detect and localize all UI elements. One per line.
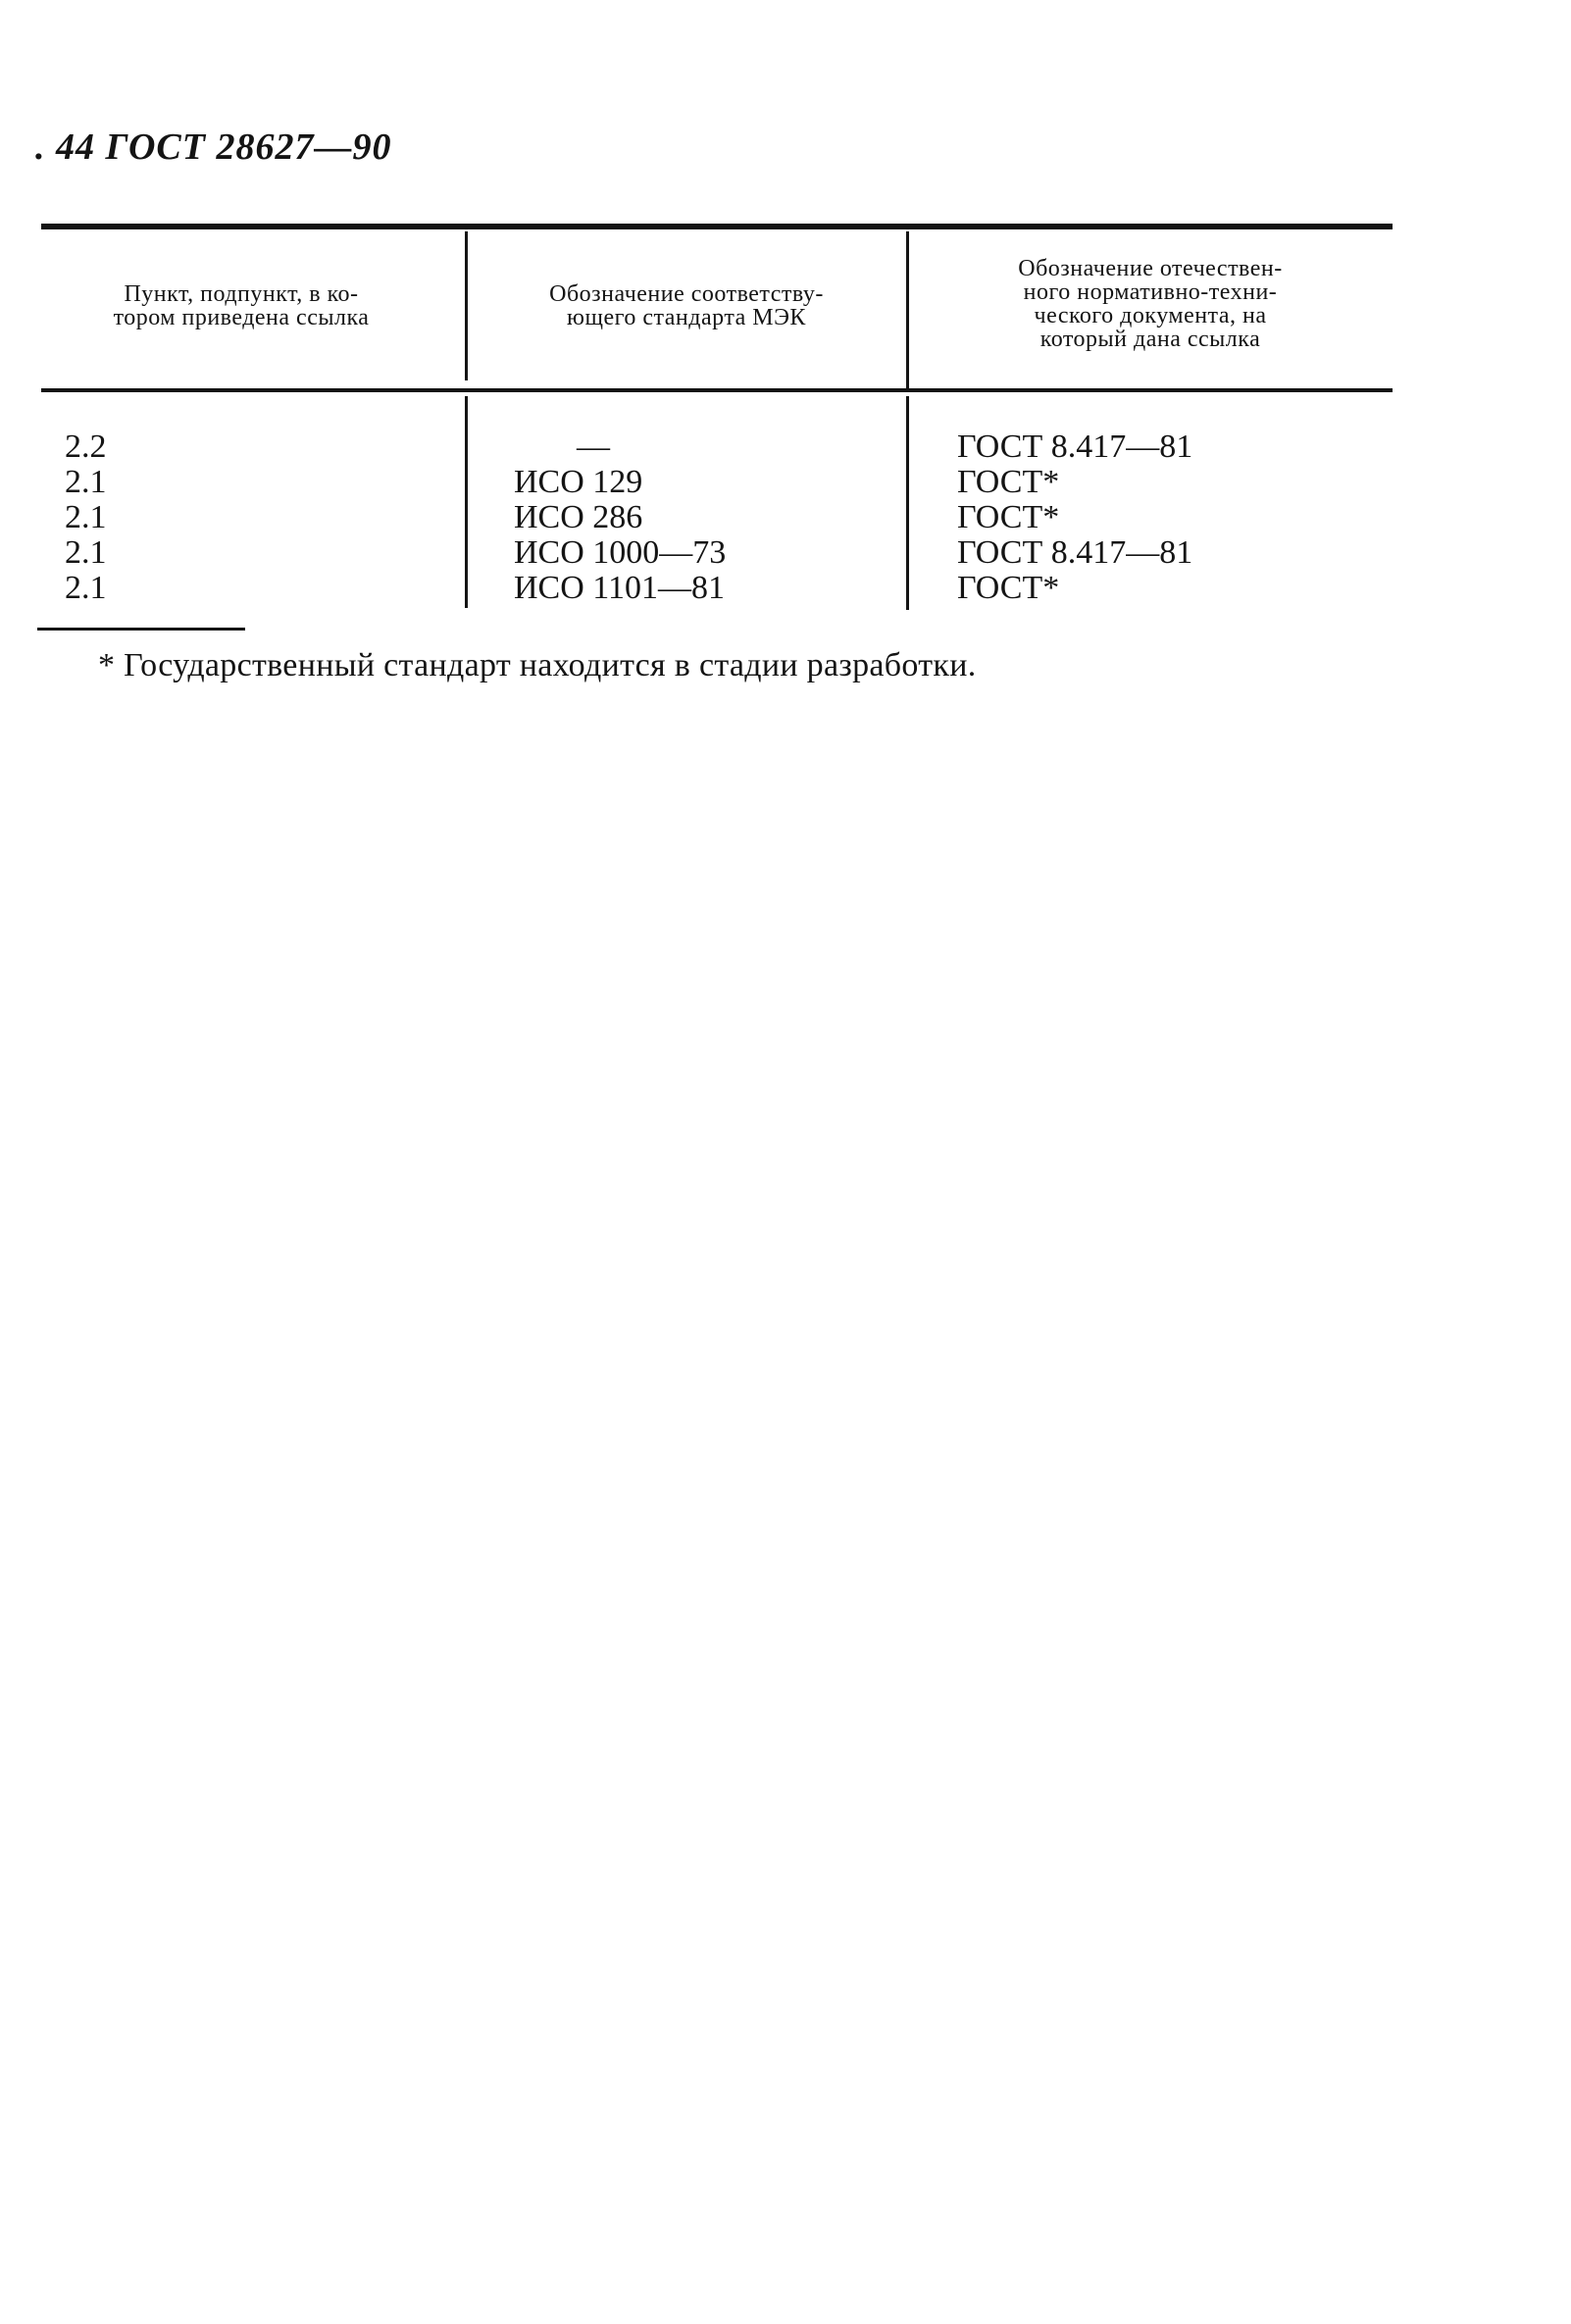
column-divider xyxy=(465,396,468,608)
column-point-values xyxy=(65,429,107,606)
column-divider xyxy=(465,231,468,380)
column-divider xyxy=(906,231,909,388)
page-title: . 44 ГОСТ 28627—90 xyxy=(35,126,392,168)
header-line: который дана ссылка xyxy=(1039,327,1261,352)
header-line: Обозначение соответству- xyxy=(549,281,824,307)
table-cell: ГОСТ* xyxy=(957,570,1060,606)
column-gost-values xyxy=(957,429,1192,606)
column-header-point xyxy=(55,282,428,329)
table-cell: ИСО 1101—81 xyxy=(514,570,726,606)
table-cell: ИСО 1000—73 xyxy=(514,534,727,571)
table-header-rule xyxy=(41,388,1393,392)
footnote-rule xyxy=(37,628,245,631)
header-line: ного нормативно-техни- xyxy=(1023,279,1278,305)
table-cell: 2.2 xyxy=(65,429,107,465)
header-line: Пункт, подпункт, в ко- xyxy=(124,281,359,307)
table-cell: ГОСТ 8.417—81 xyxy=(957,534,1193,571)
footnote: * Государственный стандарт находится в стадии разработки. xyxy=(98,647,977,683)
column-iso-values xyxy=(514,429,726,606)
column-header-national-document xyxy=(920,257,1381,351)
table-top-rule xyxy=(41,224,1393,229)
table-cell: ГОСТ* xyxy=(957,499,1060,535)
column-header-iec-standard xyxy=(471,282,902,329)
header-line: тором приведена ссылка xyxy=(113,305,370,330)
table-cell: ИСО 286 xyxy=(514,499,643,535)
table-cell: ИСО 129 xyxy=(514,464,643,500)
table-cell: ГОСТ 8.417—81 xyxy=(957,429,1193,465)
table-cell: ГОСТ* xyxy=(957,464,1060,500)
column-divider xyxy=(906,396,909,610)
table-cell: 2.1 xyxy=(65,570,107,606)
header-line: ющего стандарта МЭК xyxy=(567,305,806,330)
header-line: ческого документа, на xyxy=(1034,303,1267,328)
table-cell: — xyxy=(577,429,610,465)
table-cell: 2.1 xyxy=(65,499,107,535)
header-line: Обозначение отечествен- xyxy=(1018,256,1283,281)
table-cell: 2.1 xyxy=(65,464,107,500)
table-cell: 2.1 xyxy=(65,534,107,571)
